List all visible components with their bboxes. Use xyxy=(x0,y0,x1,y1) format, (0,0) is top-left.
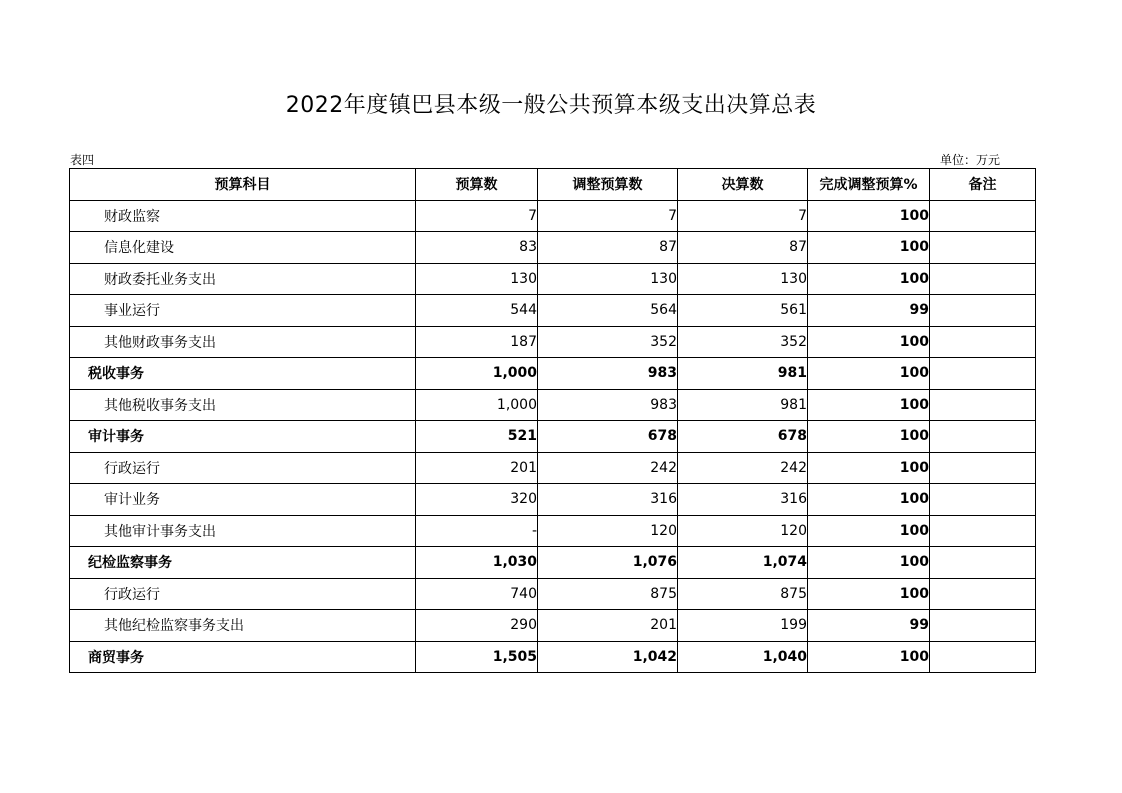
row-budget: 187 xyxy=(416,326,538,358)
row-note xyxy=(930,200,1036,232)
table-row xyxy=(70,200,1036,232)
table-row xyxy=(70,641,1036,673)
row-subject: 其他财政事务支出 xyxy=(70,326,416,358)
row-budget: - xyxy=(416,515,538,547)
row-adjusted-budget: 983 xyxy=(538,358,678,390)
row-note xyxy=(930,295,1036,327)
table-row xyxy=(70,263,1036,295)
table-body xyxy=(70,200,1036,673)
row-completion-rate: 100 xyxy=(808,326,930,358)
row-budget: 201 xyxy=(416,452,538,484)
table-row xyxy=(70,452,1036,484)
row-budget: 290 xyxy=(416,610,538,642)
table-row xyxy=(70,389,1036,421)
row-adjusted-budget: 201 xyxy=(538,610,678,642)
row-budget: 1,505 xyxy=(416,641,538,673)
row-final-account: 242 xyxy=(678,452,808,484)
row-adjusted-budget: 87 xyxy=(538,232,678,264)
row-completion-rate: 100 xyxy=(808,389,930,421)
row-final-account: 199 xyxy=(678,610,808,642)
row-adjusted-budget: 130 xyxy=(538,263,678,295)
row-final-account: 1,074 xyxy=(678,547,808,579)
row-completion-rate: 100 xyxy=(808,547,930,579)
row-completion-rate: 100 xyxy=(808,232,930,264)
row-subject: 行政运行 xyxy=(70,452,416,484)
row-completion-rate: 100 xyxy=(808,484,930,516)
row-final-account: 981 xyxy=(678,358,808,390)
row-adjusted-budget: 875 xyxy=(538,578,678,610)
table-row xyxy=(70,326,1036,358)
row-adjusted-budget: 7 xyxy=(538,200,678,232)
row-budget: 1,000 xyxy=(416,358,538,390)
row-adjusted-budget: 120 xyxy=(538,515,678,547)
row-final-account: 316 xyxy=(678,484,808,516)
row-subject: 商贸事务 xyxy=(70,641,416,673)
row-note xyxy=(930,389,1036,421)
row-completion-rate: 100 xyxy=(808,358,930,390)
row-completion-rate: 100 xyxy=(808,641,930,673)
row-note xyxy=(930,641,1036,673)
row-budget: 320 xyxy=(416,484,538,516)
row-final-account: 120 xyxy=(678,515,808,547)
row-subject: 其他审计事务支出 xyxy=(70,515,416,547)
row-final-account: 352 xyxy=(678,326,808,358)
row-adjusted-budget: 678 xyxy=(538,421,678,453)
row-note xyxy=(930,326,1036,358)
row-final-account: 7 xyxy=(678,200,808,232)
table-row xyxy=(70,515,1036,547)
page-title: 2022年度镇巴县本级一般公共预算本级支出决算总表 xyxy=(285,93,817,118)
row-final-account: 1,040 xyxy=(678,641,808,673)
table-label: 表四 xyxy=(70,153,95,167)
row-budget: 544 xyxy=(416,295,538,327)
row-completion-rate: 99 xyxy=(808,610,930,642)
row-final-account: 87 xyxy=(678,232,808,264)
row-budget: 7 xyxy=(416,200,538,232)
row-completion-rate: 100 xyxy=(808,421,930,453)
row-subject: 财政委托业务支出 xyxy=(70,263,416,295)
row-note xyxy=(930,263,1036,295)
column-header-subject: 预算科目 xyxy=(70,169,416,201)
table-row xyxy=(70,610,1036,642)
row-completion-rate: 100 xyxy=(808,578,930,610)
row-completion-rate: 100 xyxy=(808,200,930,232)
row-budget: 740 xyxy=(416,578,538,610)
column-header-budget: 预算数 xyxy=(416,169,538,201)
column-header-note: 备注 xyxy=(930,169,1036,201)
row-subject: 财政监察 xyxy=(70,200,416,232)
row-subject: 纪检监察事务 xyxy=(70,547,416,579)
row-completion-rate: 100 xyxy=(808,452,930,484)
row-note xyxy=(930,547,1036,579)
row-adjusted-budget: 1,042 xyxy=(538,641,678,673)
table-row xyxy=(70,484,1036,516)
row-budget: 130 xyxy=(416,263,538,295)
row-note xyxy=(930,578,1036,610)
row-note xyxy=(930,610,1036,642)
unit-label: 单位：万元 xyxy=(940,153,1001,167)
table-row xyxy=(70,421,1036,453)
table-row xyxy=(70,295,1036,327)
row-completion-rate: 100 xyxy=(808,515,930,547)
row-final-account: 678 xyxy=(678,421,808,453)
row-adjusted-budget: 352 xyxy=(538,326,678,358)
row-subject: 其他纪检监察事务支出 xyxy=(70,610,416,642)
row-completion-rate: 100 xyxy=(808,263,930,295)
row-subject: 事业运行 xyxy=(70,295,416,327)
row-budget: 1,030 xyxy=(416,547,538,579)
table-row xyxy=(70,578,1036,610)
row-subject: 其他税收事务支出 xyxy=(70,389,416,421)
row-note xyxy=(930,484,1036,516)
table-row xyxy=(70,358,1036,390)
row-subject: 审计事务 xyxy=(70,421,416,453)
row-note xyxy=(930,452,1036,484)
row-final-account: 981 xyxy=(678,389,808,421)
row-budget: 521 xyxy=(416,421,538,453)
table-row xyxy=(70,547,1036,579)
row-subject: 信息化建设 xyxy=(70,232,416,264)
row-adjusted-budget: 1,076 xyxy=(538,547,678,579)
row-subject: 审计业务 xyxy=(70,484,416,516)
row-adjusted-budget: 242 xyxy=(538,452,678,484)
row-final-account: 130 xyxy=(678,263,808,295)
row-note xyxy=(930,358,1036,390)
table-header-row xyxy=(70,169,1036,201)
row-completion-rate: 99 xyxy=(808,295,930,327)
row-final-account: 561 xyxy=(678,295,808,327)
budget-table xyxy=(69,168,1036,673)
row-subject: 行政运行 xyxy=(70,578,416,610)
column-header-adjusted-budget: 调整预算数 xyxy=(538,169,678,201)
row-adjusted-budget: 564 xyxy=(538,295,678,327)
row-note xyxy=(930,232,1036,264)
row-final-account: 875 xyxy=(678,578,808,610)
column-header-final-account: 决算数 xyxy=(678,169,808,201)
row-subject: 税收事务 xyxy=(70,358,416,390)
column-header-completion-rate: 完成调整预算% xyxy=(808,169,930,201)
row-note xyxy=(930,515,1036,547)
row-budget: 83 xyxy=(416,232,538,264)
row-adjusted-budget: 316 xyxy=(538,484,678,516)
row-note xyxy=(930,421,1036,453)
row-adjusted-budget: 983 xyxy=(538,389,678,421)
table-row xyxy=(70,232,1036,264)
row-budget: 1,000 xyxy=(416,389,538,421)
